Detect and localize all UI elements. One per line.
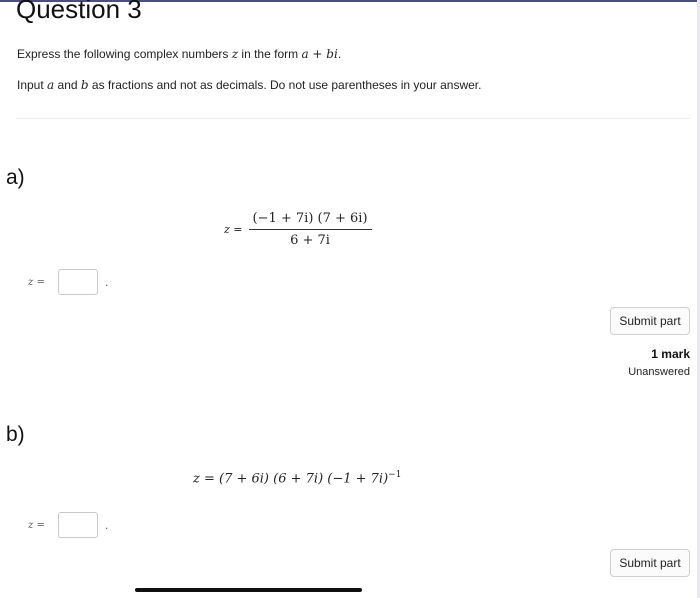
part-a-equation xyxy=(224,211,372,248)
math-form: a + bi xyxy=(301,47,338,61)
part-b-label: b) xyxy=(6,423,25,446)
instruction-text: Express the following complex numbers xyxy=(17,47,232,61)
instruction-text: . xyxy=(337,47,342,61)
part-b-submit-button[interactable]: Submit part xyxy=(610,549,690,577)
answer-suffix: . xyxy=(105,275,109,289)
fraction xyxy=(249,211,372,248)
math-var: a xyxy=(47,78,55,92)
answer-label: z = xyxy=(28,276,45,288)
part-b-answer-input[interactable] xyxy=(58,512,98,538)
instruction-text: Input xyxy=(17,78,48,92)
math-var: b xyxy=(80,78,89,92)
math-var: z xyxy=(231,47,239,61)
answer-label: z = xyxy=(28,519,45,531)
instruction-text: and xyxy=(54,78,81,92)
home-indicator-bar xyxy=(135,588,362,592)
instruction-line-2 xyxy=(17,78,481,92)
equation-body: z = (7 + 6i) (6 + 7i) (−1 + 7i) xyxy=(193,471,389,487)
part-a-answer-input[interactable] xyxy=(58,269,98,295)
part-b-answer-row xyxy=(28,512,108,538)
instruction-text: as fractions and not as decimals. Do not use parentheses in your answer. xyxy=(88,78,482,92)
question-title: Question 3 xyxy=(16,0,142,24)
instruction-text: in the form xyxy=(238,47,302,61)
part-a-submit-button[interactable]: Submit part xyxy=(610,307,690,335)
equation-exponent: −1 xyxy=(388,470,402,480)
part-a-status: Unanswered xyxy=(628,366,690,378)
fraction-numerator: (−1 + 7i) (7 + 6i) xyxy=(249,211,372,230)
equation-lhs: z = xyxy=(224,223,243,236)
part-a-marks: 1 mark xyxy=(651,347,690,361)
part-a-answer-row xyxy=(28,269,108,295)
divider xyxy=(16,118,690,119)
answer-suffix: . xyxy=(105,518,109,532)
fraction-denominator: 6 + 7i xyxy=(290,233,330,248)
part-b-equation xyxy=(193,470,401,486)
instruction-line-1 xyxy=(17,47,341,61)
part-a-label: a) xyxy=(6,166,25,189)
